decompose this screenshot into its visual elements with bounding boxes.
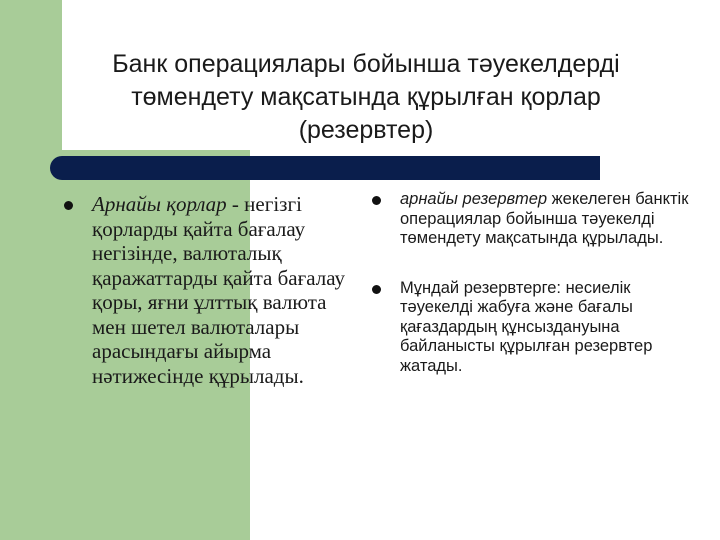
right-item-text: жекелеген банктік операциялар бойынша тәуекелді төмендету мақсатында құрылады. <box>400 190 689 247</box>
left-item-text: - негізгі қорларды қайта бағалау негізінде, валюталық қаражаттарды қайта бағалау қоры, яғни ұлттық валюта мен шетел валюталары арасындағы айырма нәтижесінде құрылады. <box>92 192 345 388</box>
left-item-term: Арнайы қорлар <box>92 192 227 216</box>
right-item-text: Мұндай резервтерге: несиелік тәуекелді жабуға және бағалы қағаздардың құнсыздануына байланысты құрылған резервтер жатады. <box>400 278 653 375</box>
left-bullet-item <box>64 192 364 388</box>
right-bullet-item <box>372 279 702 377</box>
bullet-dot-icon <box>64 201 73 210</box>
left-column <box>64 192 364 388</box>
bullet-dot-icon <box>372 285 381 294</box>
title-underline-bar <box>50 156 600 180</box>
right-column <box>372 190 702 376</box>
title-line-2: төмендету мақсатында құрылған қорлар <box>131 83 601 111</box>
title-line-3: (резервтер) <box>298 116 434 144</box>
right-item-term: арнайы резервтер <box>400 190 548 208</box>
right-bullet-item <box>372 190 702 249</box>
bullet-dot-icon <box>372 196 381 205</box>
slide-title <box>66 48 666 147</box>
title-line-1: Банк операциялары бойынша тәуекелдерді <box>112 50 620 78</box>
